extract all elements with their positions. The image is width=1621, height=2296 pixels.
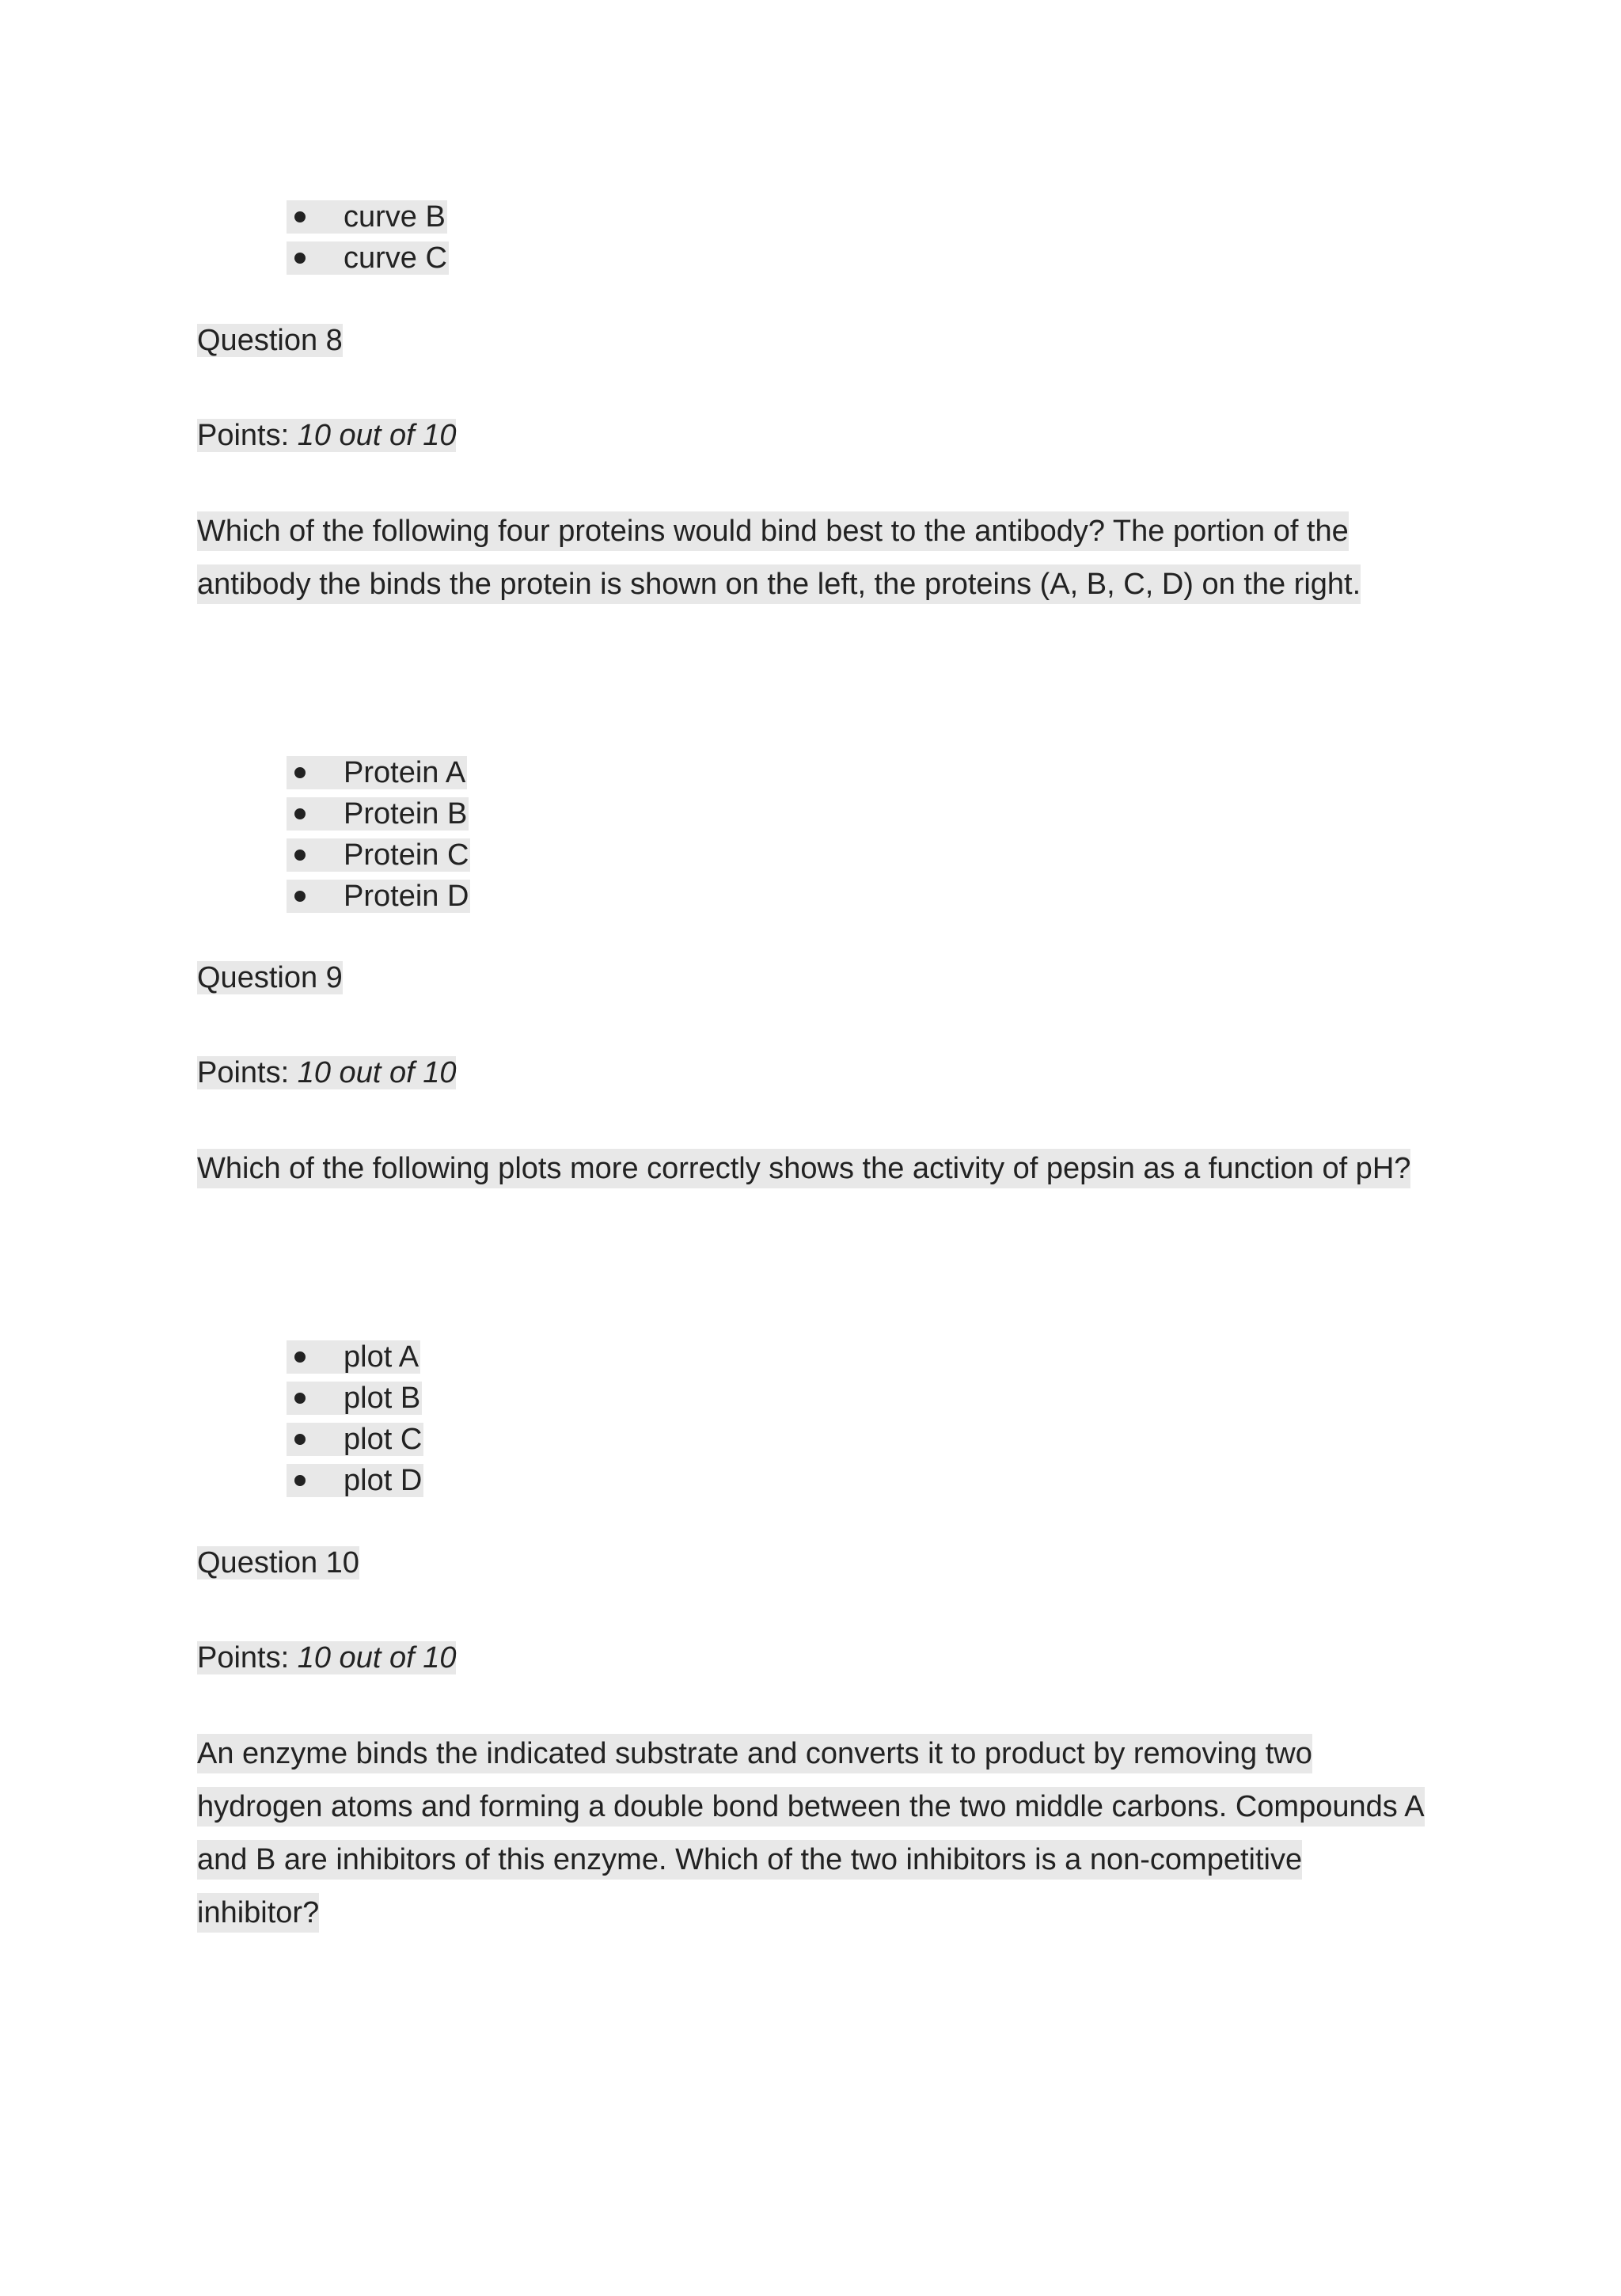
option-item[interactable] xyxy=(287,876,470,917)
question-8-text: Which of the following four proteins would bind best to the antibody? The portion of the antibody the binds the protein is shown on the left, the proteins (A, B, C, D) on the right. xyxy=(197,505,1432,611)
option-label: plot C xyxy=(344,1422,423,1456)
prev-question-options xyxy=(287,196,449,279)
question-9-title: Question 9 xyxy=(197,961,343,994)
option-label: plot B xyxy=(344,1381,421,1415)
option-item[interactable] xyxy=(287,1419,423,1460)
points-value: 10 out of 10 xyxy=(297,1056,457,1089)
option-item[interactable] xyxy=(287,834,470,876)
option-item[interactable] xyxy=(287,1336,423,1378)
points-label: Points: xyxy=(197,1641,290,1674)
bullet-icon xyxy=(294,808,306,819)
option-label: Protein C xyxy=(344,838,469,872)
option-label: plot D xyxy=(344,1463,423,1497)
option-label: Protein D xyxy=(344,879,469,913)
bullet-icon xyxy=(294,1475,306,1486)
question-10-text: An enzyme binds the indicated substrate and converts it to product by removing two hydrogen atoms and forming a double bond between the two middle carbons. Compounds A and B are inhibitors of this enzyme. Which of the two inhibitors is a non-competitive inhibitor? xyxy=(197,1728,1432,1940)
option-label: curve B xyxy=(344,200,446,234)
bullet-icon xyxy=(294,1393,306,1404)
option-item[interactable] xyxy=(287,1378,423,1419)
question-9-options xyxy=(287,1336,423,1501)
question-9-points xyxy=(197,1055,456,1090)
bullet-icon xyxy=(294,767,306,778)
points-value: 10 out of 10 xyxy=(297,419,457,452)
option-label: curve C xyxy=(344,241,447,275)
option-item[interactable] xyxy=(287,1460,423,1501)
bullet-icon xyxy=(294,891,306,902)
option-item[interactable] xyxy=(287,793,470,834)
option-item[interactable] xyxy=(287,196,449,238)
question-10-points xyxy=(197,1640,456,1675)
option-item[interactable] xyxy=(287,752,470,793)
option-label: Protein A xyxy=(344,755,466,789)
points-label: Points: xyxy=(197,419,290,452)
question-10-title: Question 10 xyxy=(197,1546,359,1579)
option-label: Protein B xyxy=(344,796,468,831)
points-value: 10 out of 10 xyxy=(297,1641,457,1674)
question-9-text: Which of the following plots more correctly shows the activity of pepsin as a function of pH? xyxy=(197,1142,1432,1196)
points-label: Points: xyxy=(197,1056,290,1089)
bullet-icon xyxy=(294,850,306,861)
bullet-icon xyxy=(294,1434,306,1445)
question-8-points xyxy=(197,418,456,453)
bullet-icon xyxy=(294,253,306,264)
bullet-icon xyxy=(294,1351,306,1363)
bullet-icon xyxy=(294,211,306,222)
option-label: plot A xyxy=(344,1340,419,1374)
question-8-options xyxy=(287,752,470,917)
question-8-title: Question 8 xyxy=(197,324,343,357)
option-item[interactable] xyxy=(287,238,449,279)
